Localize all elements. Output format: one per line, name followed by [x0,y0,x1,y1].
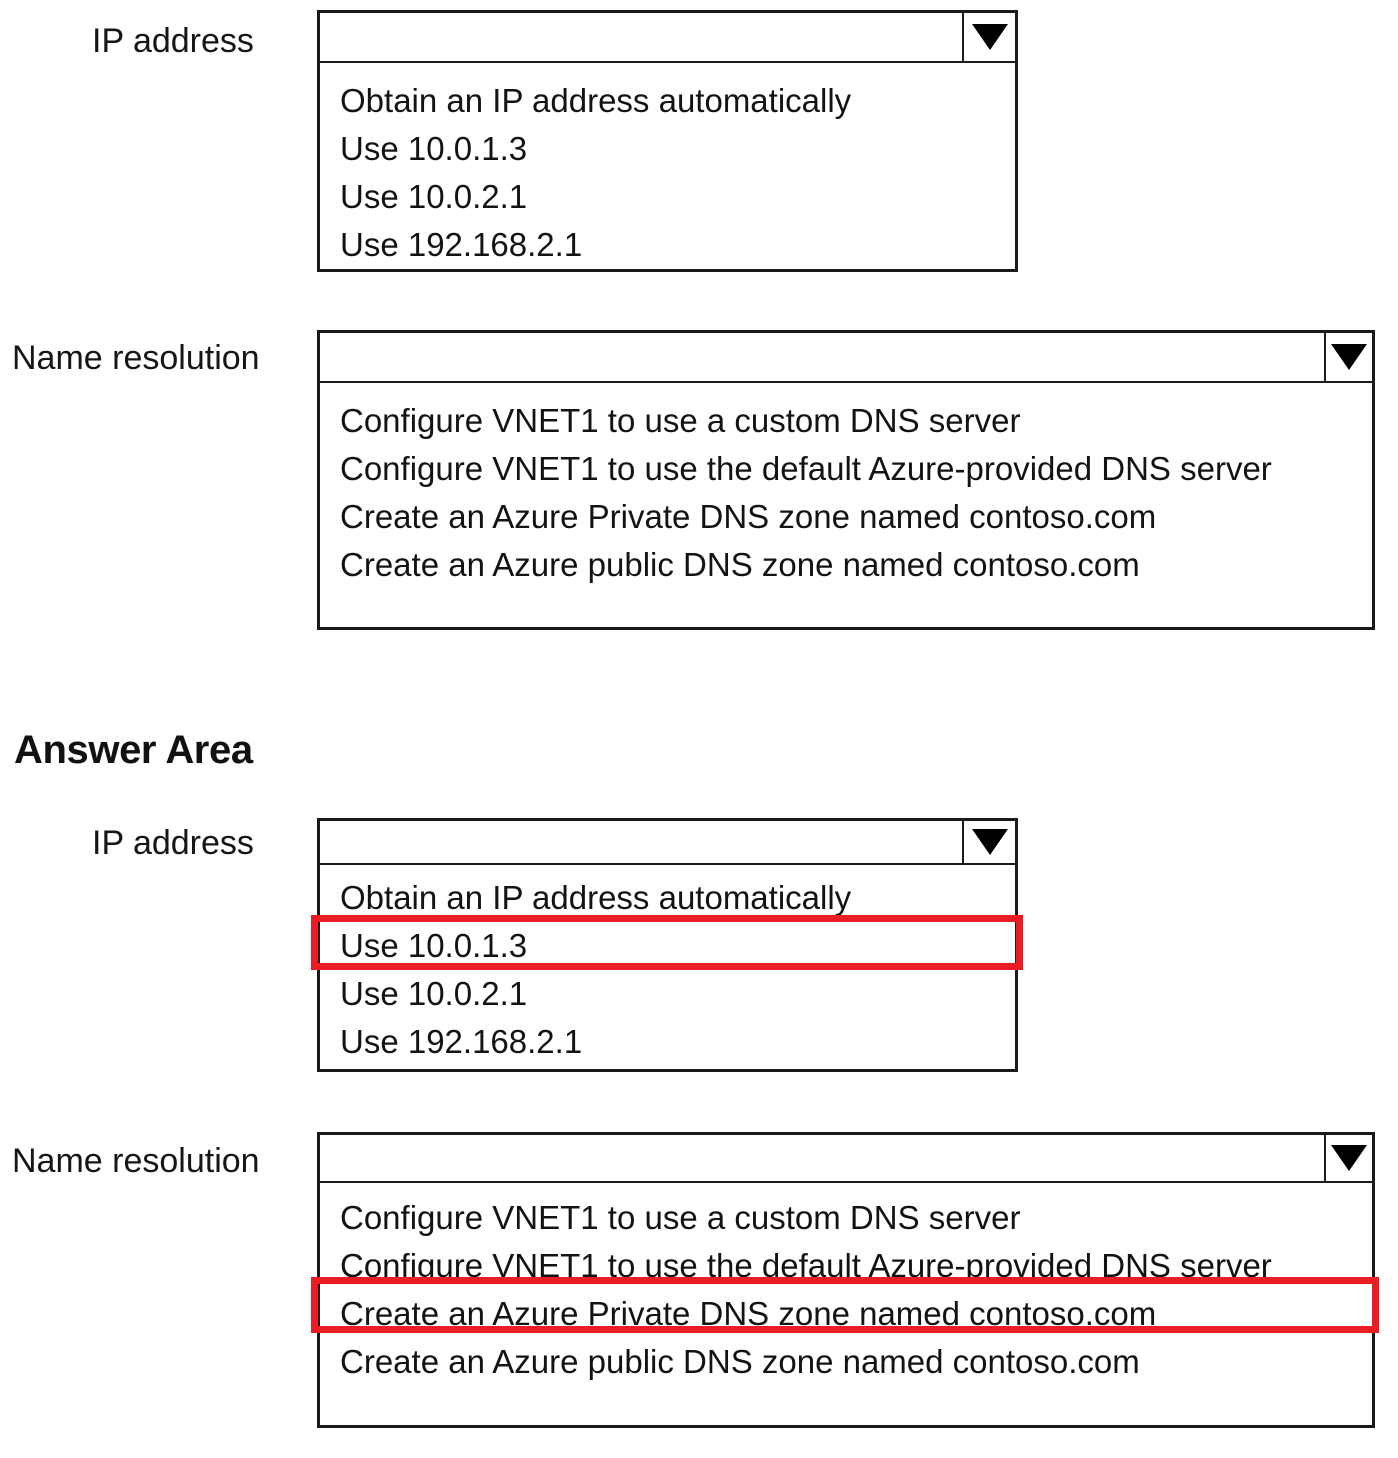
list-item[interactable]: Configure VNET1 to use the default Azure-provided DNS server [340,450,1272,487]
list-item[interactable]: Create an Azure public DNS zone named contoso.com [340,546,1140,583]
answer-ip-address-label: IP address [92,824,254,862]
answer-area-heading: Answer Area [14,728,253,772]
answer-ip-address-dropdown-toggle[interactable] [962,821,1015,863]
question-name-resolution-label: Name resolution [12,339,260,377]
answer-name-resolution-selected-value-row[interactable] [320,1135,1372,1183]
answer-ip-address-selected-value-row[interactable] [320,821,1015,865]
list-item[interactable]: Use 10.0.1.3 [340,927,528,964]
answer-name-resolution-dropdown[interactable] [317,1132,1375,1428]
list-item[interactable]: Use 10.0.1.3 [340,130,528,167]
list-item[interactable]: Obtain an IP address automatically [340,879,852,916]
answer-ip-address-option-list [320,865,1015,1069]
question-ip-address-option-list [320,63,1015,269]
list-item[interactable]: Configure VNET1 to use a custom DNS server [340,402,1021,439]
list-item[interactable]: Obtain an IP address automatically [340,82,852,119]
list-item[interactable]: Create an Azure public DNS zone named contoso.com [340,1343,1140,1380]
question-name-resolution-selected-value-row[interactable] [320,333,1372,383]
list-item[interactable]: Create an Azure Private DNS zone named contoso.com [340,1295,1157,1332]
list-item[interactable]: Use 192.168.2.1 [340,1023,583,1060]
question-name-resolution-dropdown[interactable] [317,330,1375,630]
chevron-down-icon [972,24,1008,50]
list-item[interactable]: Use 10.0.2.1 [340,178,528,215]
question-ip-address-dropdown-toggle[interactable] [962,13,1015,61]
question-name-resolution-dropdown-toggle[interactable] [1324,333,1372,381]
chevron-down-icon [1331,1145,1367,1171]
answer-name-resolution-label: Name resolution [12,1142,260,1180]
list-item[interactable]: Configure VNET1 to use the default Azure-provided DNS server [340,1247,1272,1284]
question-ip-address-selected-value-row[interactable] [320,13,1015,63]
list-item[interactable]: Use 10.0.2.1 [340,975,528,1012]
answer-name-resolution-option-list [320,1183,1372,1425]
list-item[interactable]: Configure VNET1 to use a custom DNS server [340,1199,1021,1236]
chevron-down-icon [1331,344,1367,370]
list-item[interactable]: Use 192.168.2.1 [340,226,583,263]
list-item[interactable]: Create an Azure Private DNS zone named contoso.com [340,498,1157,535]
question-name-resolution-option-list [320,383,1372,627]
answer-ip-address-dropdown[interactable] [317,818,1018,1072]
answer-name-resolution-dropdown-toggle[interactable] [1324,1135,1372,1181]
question-ip-address-dropdown[interactable] [317,10,1018,272]
chevron-down-icon [972,829,1008,855]
question-ip-address-label: IP address [92,22,254,60]
